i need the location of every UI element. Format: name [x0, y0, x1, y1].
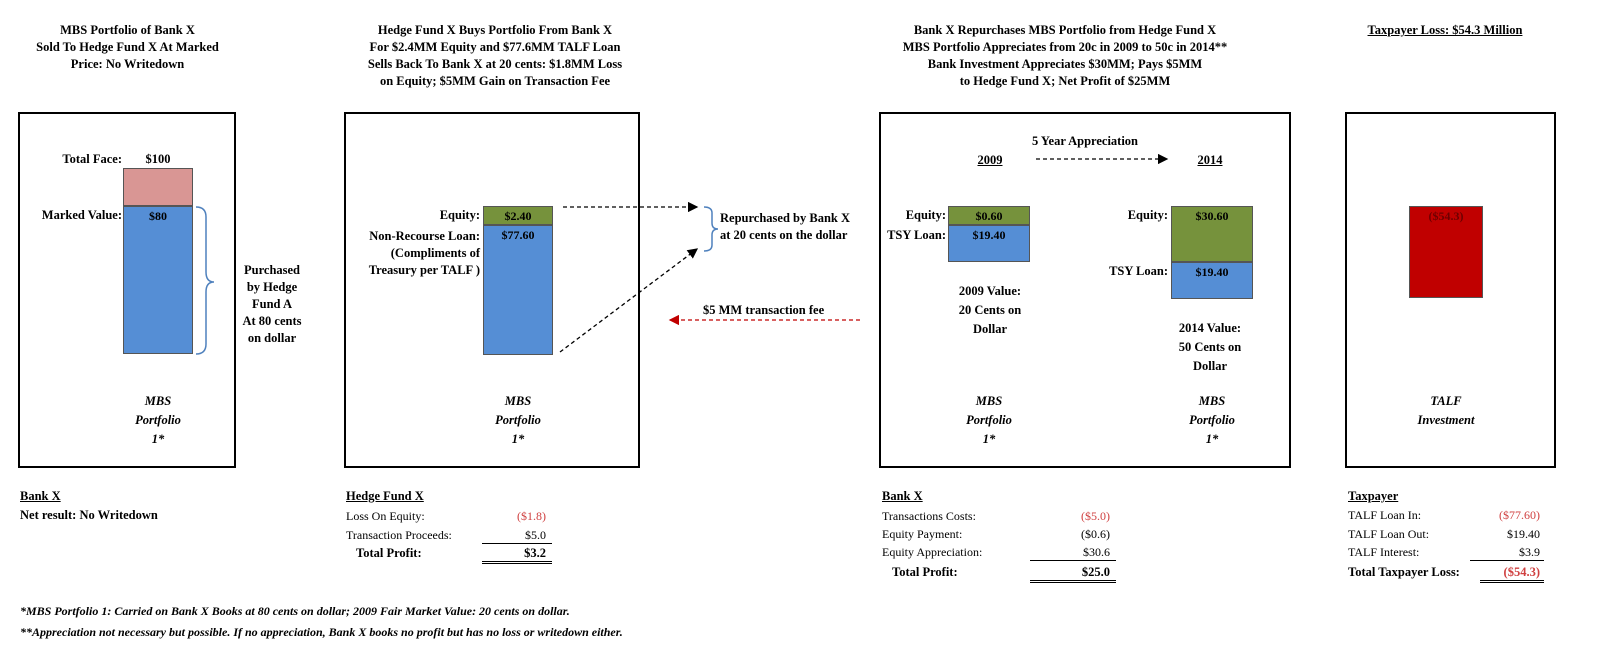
- taxpayer-row-value: ($77.60): [1499, 508, 1540, 522]
- panel1-header: MBS Portfolio of Bank X Sold To Hedge Fund X At Marked Price: No Writedown: [36, 23, 219, 71]
- taxpayer-loss-header: Taxpayer Loss: $54.3 Million: [1367, 23, 1523, 37]
- taxpayer-row-label: TALF Interest:: [1348, 545, 1420, 559]
- purchased-note: Purchased by Hedge Fund A At 80 cents on dollar: [242, 263, 302, 345]
- value-2009-note: 2009 Value: 20 Cents on Dollar: [958, 284, 1022, 336]
- hedge-row-value: $5.0: [482, 528, 552, 544]
- taxpayer-row-value: $3.9: [1470, 545, 1544, 561]
- hedge-row-label: Loss On Equity:: [346, 509, 425, 523]
- bankx2-row-label: Equity Appreciation:: [882, 545, 983, 559]
- panel2-header: Hedge Fund X Buys Portfolio From Bank X For $2.4MM Equity and $77.6MM TALF Loan Sells Back To Bank X at 20 cents: $1.8MM Loss on Equity; $5MM Gain on Transaction Fee: [367, 23, 623, 88]
- footnote-1: *MBS Portfolio 1: Carried on Bank X Books at 80 cents on dollar; 2009 Fair Market Value: 20 cents on dollar.: [20, 604, 570, 618]
- total-face-value: $100: [145, 152, 171, 166]
- talf-investment-caption: TALF Investment: [1417, 394, 1475, 427]
- repurchase-note: Repurchased by Bank X at 20 cents on the dollar: [720, 211, 851, 242]
- footnote-2: **Appreciation not necessary but possible. If no appreciation, Bank X books no profit but has no loss or writedown either.: [20, 625, 623, 639]
- year-2009: 2009: [977, 153, 1003, 167]
- loan-transfer-arrow: [560, 249, 697, 352]
- equity-label: Equity:: [439, 208, 480, 222]
- marked-value: $80: [149, 209, 167, 223]
- bankx2-row-label: Equity Payment:: [882, 527, 963, 541]
- panel1-brace: [196, 207, 214, 354]
- bankx2-total-value: $25.0: [1030, 565, 1116, 583]
- taxpayer-loss-value: ($54.3): [1428, 209, 1464, 223]
- taxpayer-total-value: ($54.3): [1480, 565, 1544, 583]
- equity-2014-label: Equity:: [1127, 208, 1168, 222]
- panel3-portfolio-caption-2009: MBS Portfolio 1*: [966, 394, 1012, 446]
- loan-label: Non-Recourse Loan: (Compliments of Treasury per TALF ): [368, 229, 480, 277]
- loan-2009-value: $19.40: [972, 228, 1006, 242]
- bankx1-result: Net result: No Writedown: [20, 508, 158, 522]
- loan-2014-value: $19.40: [1195, 265, 1229, 279]
- hedge-title: Hedge Fund X: [346, 489, 424, 503]
- hedge-row-label: Transaction Proceeds:: [346, 528, 452, 542]
- hedge-total-label: Total Profit:: [356, 546, 422, 560]
- equity-2009-label: Equity:: [905, 208, 946, 222]
- hedge-row-value: ($1.8): [517, 509, 546, 523]
- bankx2-row-value: $30.6: [1030, 545, 1116, 561]
- fee-note: $5 MM transaction fee: [703, 303, 825, 317]
- taxpayer-row-label: TALF Loan In:: [1348, 508, 1422, 522]
- taxpayer-row-value: $19.40: [1507, 527, 1540, 541]
- loan-2009-label: TSY Loan:: [887, 228, 946, 242]
- bankx2-row-label: Transactions Costs:: [882, 509, 976, 523]
- equity-2009-value: $0.60: [975, 209, 1003, 223]
- taxpayer-row-label: TALF Loan Out:: [1348, 527, 1430, 541]
- panel1-portfolio-caption: MBS Portfolio 1*: [135, 394, 181, 446]
- year-2014: 2014: [1197, 153, 1223, 167]
- loan-value: $77.60: [501, 228, 535, 242]
- taxpayer-title: Taxpayer: [1348, 489, 1399, 503]
- hedge-total-value: $3.2: [482, 546, 552, 564]
- value-2014-note: 2014 Value: 50 Cents on Dollar: [1178, 321, 1242, 373]
- appreciation-label: 5 Year Appreciation: [1031, 134, 1139, 148]
- bankx2-title: Bank X: [882, 489, 923, 503]
- panel2-portfolio-caption: MBS Portfolio 1*: [495, 394, 541, 446]
- equity-2014-value: $30.60: [1195, 209, 1229, 223]
- bankx2-row-value: ($0.6): [1081, 527, 1110, 541]
- equity-value: $2.40: [504, 209, 532, 223]
- bankx1-title: Bank X: [20, 489, 61, 503]
- panel3-portfolio-caption-2014: MBS Portfolio 1*: [1189, 394, 1235, 446]
- bankx2-total-label: Total Profit:: [892, 565, 958, 579]
- marked-value-label: Marked Value:: [41, 208, 122, 222]
- repurchase-brace: [704, 207, 718, 251]
- bankx2-row-value: ($5.0): [1081, 509, 1110, 523]
- panel3-header: Bank X Repurchases MBS Portfolio from Hedge Fund X MBS Portfolio Appreciates from 20c in 2009 to 50c in 2014** Bank Investment Appreciates $30MM; Pays $5MM to Hedge Fund X; Net Profit of $25MM: [902, 23, 1228, 88]
- taxpayer-total-label: Total Taxpayer Loss:: [1348, 565, 1460, 579]
- loan-2014-label: TSY Loan:: [1109, 264, 1168, 278]
- total-face-label: Total Face:: [62, 152, 122, 166]
